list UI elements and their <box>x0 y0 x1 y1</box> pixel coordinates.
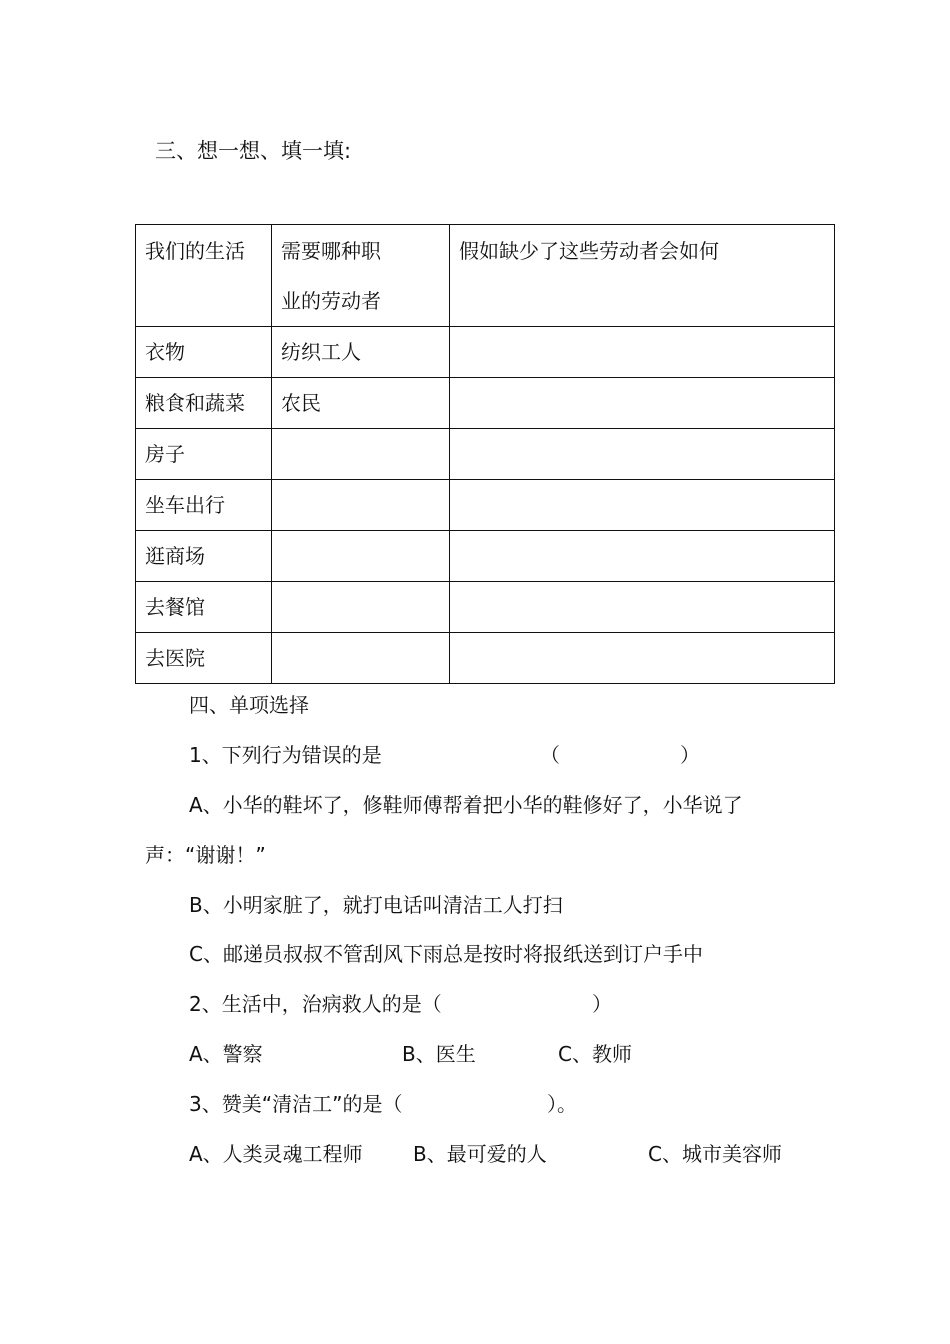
table-row <box>136 531 835 582</box>
q1-option-a-line1: A、小华的鞋坏了，修鞋师傅帮着把小华的鞋修好了，小华说了 <box>189 793 743 817</box>
q1-option-c: C、邮递员叔叔不管刮风下雨总是按时将报纸送到订户手中 <box>189 942 703 966</box>
q3-option-b: B、最可爱的人 <box>413 1142 547 1166</box>
q3-paren-close: ）。 <box>547 1092 577 1116</box>
cell-occupation <box>272 429 450 480</box>
cell-absence <box>450 531 835 582</box>
cell-occupation: 农民 <box>272 378 450 429</box>
section-three-title: 三、想一想、填一填: <box>155 139 352 163</box>
q2-option-b: B、医生 <box>402 1042 476 1066</box>
q2-option-a: A、警察 <box>189 1042 263 1066</box>
table-row <box>136 378 835 429</box>
q2-paren-close: ） <box>592 992 612 1016</box>
table-row <box>136 429 835 480</box>
cell-occupation: 纺织工人 <box>272 327 450 378</box>
q1-option-b: B、小明家脏了，就打电话叫清洁工人打扫 <box>189 893 563 917</box>
cell-absence <box>450 480 835 531</box>
cell-life: 去医院 <box>136 633 272 684</box>
table-header-row <box>136 225 835 327</box>
cell-life: 去餐馆 <box>136 582 272 633</box>
cell-absence <box>450 327 835 378</box>
q1-paren-open: （ <box>540 743 560 767</box>
table-row <box>136 480 835 531</box>
q1-stem: 1、下列行为错误的是 <box>189 743 382 767</box>
header-occupation-line2: 业的劳动者 <box>281 289 381 313</box>
q3-option-a: A、人类灵魂工程师 <box>189 1142 363 1166</box>
cell-absence <box>450 633 835 684</box>
header-occupation-line1: 需要哪种职 <box>281 239 381 263</box>
section-four-title: 四、单项选择 <box>189 693 309 717</box>
table-row <box>136 633 835 684</box>
q3-stem: 3、赞美“清洁工”的是（ <box>189 1092 403 1116</box>
occupation-table <box>135 224 835 684</box>
q2-option-c: C、教师 <box>558 1042 632 1066</box>
q1-option-a-line2: 声：“谢谢！” <box>145 843 266 867</box>
header-occupation <box>272 225 450 327</box>
cell-life: 粮食和蔬菜 <box>136 378 272 429</box>
q2-stem: 2、生活中，治病救人的是（ <box>189 992 442 1016</box>
header-life: 我们的生活 <box>136 225 272 327</box>
cell-occupation <box>272 531 450 582</box>
cell-absence <box>450 582 835 633</box>
cell-life: 逛商场 <box>136 531 272 582</box>
q3-option-c: C、城市美容师 <box>648 1142 782 1166</box>
q1-paren-close: ） <box>680 743 700 767</box>
cell-life: 衣物 <box>136 327 272 378</box>
cell-occupation <box>272 633 450 684</box>
cell-occupation <box>272 582 450 633</box>
cell-absence <box>450 429 835 480</box>
table-row <box>136 582 835 633</box>
cell-absence <box>450 378 835 429</box>
table-row <box>136 327 835 378</box>
cell-life: 房子 <box>136 429 272 480</box>
cell-life: 坐车出行 <box>136 480 272 531</box>
header-absence: 假如缺少了这些劳动者会如何 <box>450 225 835 327</box>
cell-occupation <box>272 480 450 531</box>
